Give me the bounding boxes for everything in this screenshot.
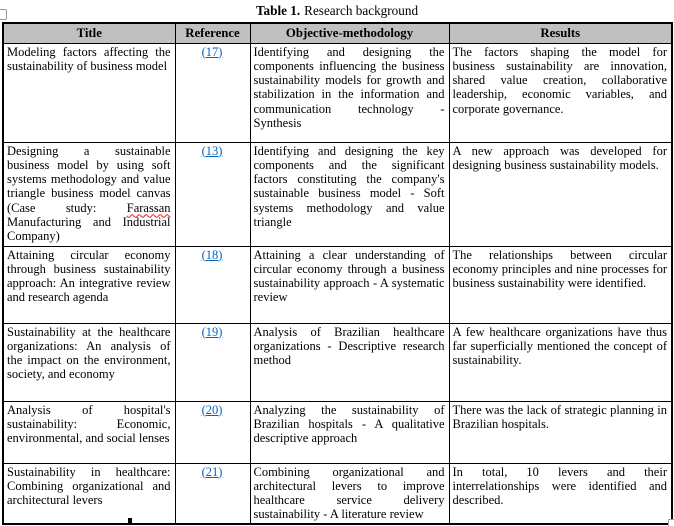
table-row [3, 323, 672, 401]
column-header-results: Results [449, 23, 672, 43]
table-caption-text: Research background [304, 3, 419, 18]
objective-cell: Combining organizational and architectural levers to improve healthcare service delivery sustainability - A literature review [250, 463, 449, 524]
table-caption-label: Table 1. [255, 3, 301, 18]
table-row [3, 401, 672, 463]
page-edge-artifact-bottom-right [668, 519, 674, 526]
title-cell: Attaining circular economy through business sustainability approach: An integrative review and research agenda [3, 246, 175, 323]
title-cell: Sustainability at the healthcare organizations: An analysis of the impact on the environment, society, and economy [3, 323, 175, 401]
spellchecked-word: Farassan [126, 200, 171, 215]
title-cell: Modeling factors affecting the sustainability of business model [3, 43, 175, 142]
table-header-row [3, 23, 672, 43]
title-cell [3, 142, 175, 246]
reference-cell [175, 142, 250, 246]
column-header-objective-methodology: Objective-methodology [250, 23, 449, 43]
column-header-reference: Reference [175, 23, 250, 43]
table-caption [0, 0, 674, 22]
reference-link-19[interactable]: (19) [201, 324, 223, 339]
objective-cell: Analyzing the sustainability of Brazilian hospitals - A qualitative descriptive approach [250, 401, 449, 463]
reference-cell [175, 246, 250, 323]
objective-cell: Identifying and designing the components influencing the business sustainability models for growth and stabilization in the information and communication technology - Synthesis [250, 43, 449, 142]
objective-cell: Attaining a clear understanding of circular economy through a business sustainability approach - A systematic review [250, 246, 449, 323]
title-cell: Analysis of hospital's sustainability: Economic, environmental, and social lenses [3, 401, 175, 463]
reference-link-21[interactable]: (21) [201, 464, 223, 479]
reference-link-17[interactable]: (17) [201, 44, 223, 59]
title-text-before: Designing a sustainable business model by using soft systems methodology and value triangle business model canvas (Case study: [7, 143, 171, 215]
reference-cell [175, 43, 250, 142]
table-row [3, 463, 672, 524]
results-cell: A new approach was developed for designing business sustainability models. [449, 142, 672, 246]
results-cell: There was the lack of strategic planning in Brazilian hospitals. [449, 401, 672, 463]
reference-cell [175, 323, 250, 401]
page-edge-artifact-top-left [0, 9, 7, 20]
reference-cell [175, 463, 250, 524]
table-row [3, 142, 672, 246]
title-text-after: Manufacturing and Industrial Company) [7, 214, 171, 244]
results-cell: A few healthcare organizations have thus far superficially mentioned the concept of sustainability. [449, 323, 672, 401]
objective-cell: Identifying and designing the key components and the significant factors constituting the company's sustainable business model - Soft systems methodology and value triangle [250, 142, 449, 246]
title-cell: Sustainability in healthcare: Combining organizational and architectural levers [3, 463, 175, 524]
reference-link-18[interactable]: (18) [201, 247, 223, 262]
results-cell: In total, 10 levers and their interrelationships were identified and described. [449, 463, 672, 524]
results-cell: The relationships between circular economy principles and nine processes for business sustainability were identified. [449, 246, 672, 323]
reference-cell [175, 401, 250, 463]
results-cell: The factors shaping the model for business sustainability are innovation, shared value creation, collaborative leadership, economic variables, and corporate governance. [449, 43, 672, 142]
reference-link-20[interactable]: (20) [201, 402, 223, 417]
reference-link-13[interactable]: (13) [201, 143, 223, 158]
table-row [3, 246, 672, 323]
objective-cell: Analysis of Brazilian healthcare organizations - Descriptive research method [250, 323, 449, 401]
column-header-title: Title [3, 23, 175, 43]
cropped-text-fragment [128, 518, 132, 523]
research-background-table [2, 22, 673, 525]
table-row [3, 43, 672, 142]
